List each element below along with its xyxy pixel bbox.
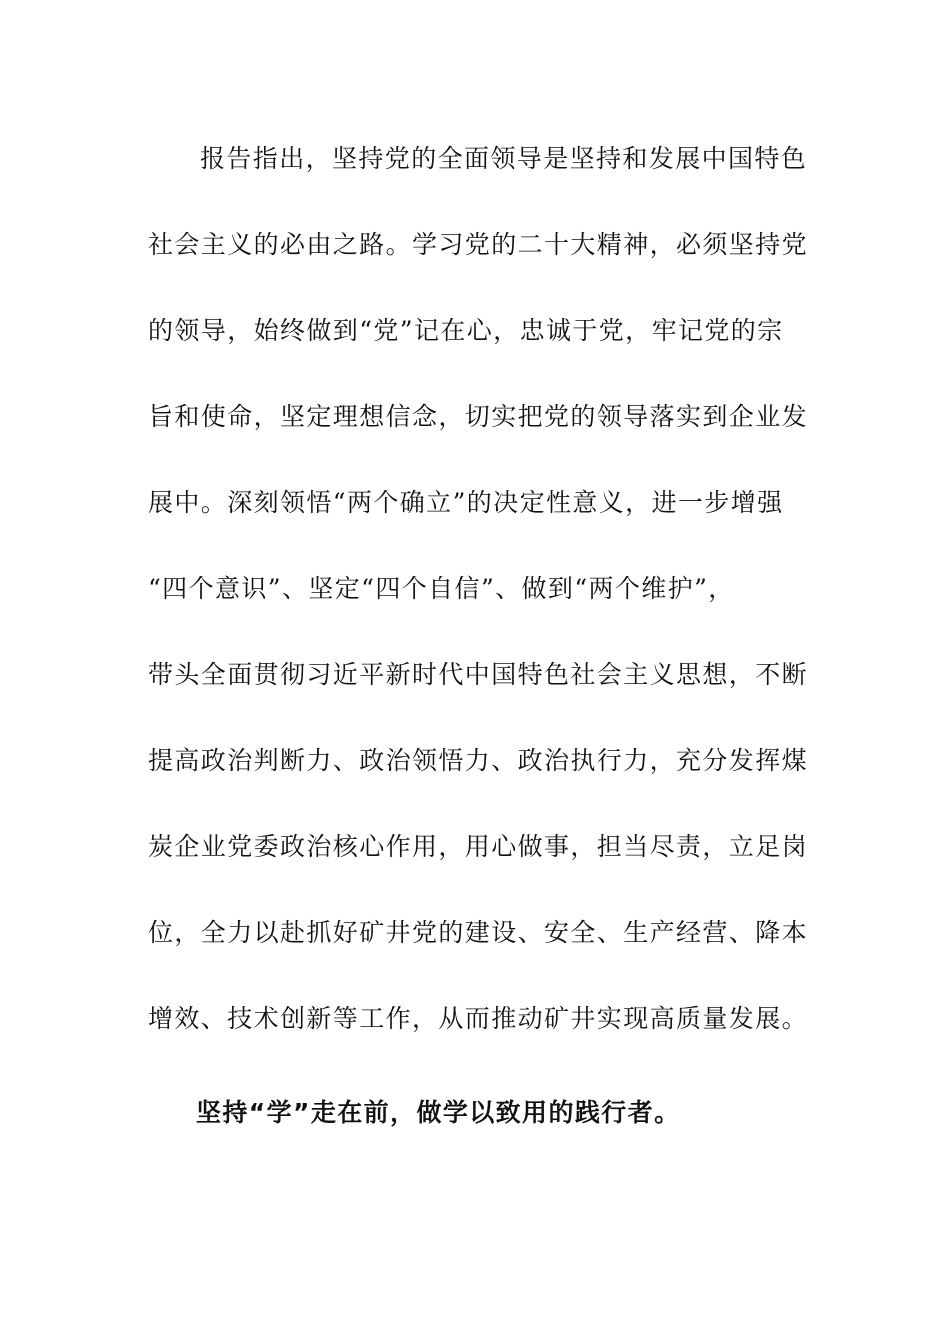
paragraph-line: 社会主义的必由之路。学习党的二十大精神，必须坚持党: [148, 230, 809, 259]
paragraph-line: 炭企业党委政治核心作用，用心做事，担当尽责，立足岗: [148, 832, 809, 861]
paragraph-line: 的领导，始终做到“党”记在心，忠诚于党，牢记党的宗: [148, 316, 784, 345]
paragraph-line: 增效、技术创新等工作，从而推动矿井实现高质量发展。: [148, 1004, 809, 1033]
paragraph-line: 带头全面贯彻习近平新时代中国特色社会主义思想，不断: [148, 660, 809, 689]
section-heading: 坚持“学”走在前，做学以致用的践行者。: [196, 1098, 681, 1127]
paragraph-line: 提高政治判断力、政治领悟力、政治执行力，充分发挥煤: [148, 746, 809, 775]
paragraph-line: 旨和使命，坚定理想信念，切实把党的领导落实到企业发: [148, 402, 809, 431]
paragraph-line: 报告指出，坚持党的全面领导是坚持和发展中国特色: [200, 144, 808, 173]
paragraph-line: 位，全力以赴抓好矿井党的建设、安全、生产经营、降本: [148, 918, 809, 947]
paragraph-line: 展中。深刻领悟“两个确立”的决定性意义，进一步增强: [148, 488, 784, 517]
paragraph-line: “四个意识”、坚定“四个自信”、做到“两个维护”，: [148, 574, 735, 603]
body-paragraph: [148, 136, 808, 1082]
